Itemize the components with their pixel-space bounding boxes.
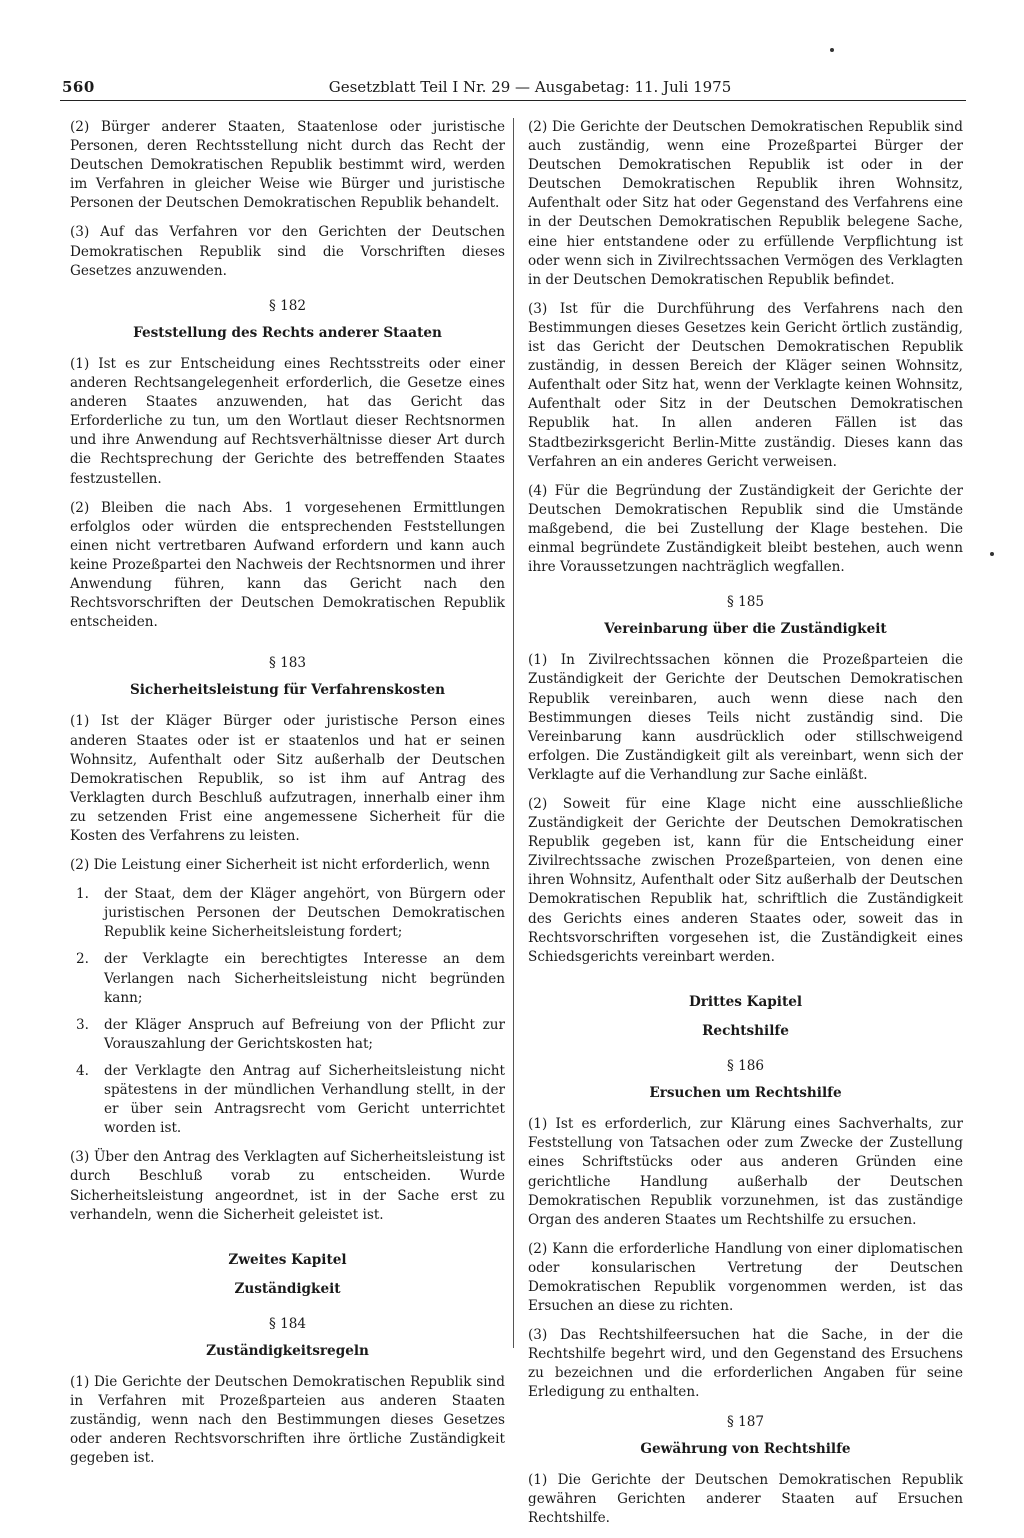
enumerated-list [70,885,505,1138]
section-number: § 185 [726,594,765,611]
list-item [70,1016,505,1054]
item-text: der Verklagte ein berechtigtes Interesse an dem Verlangen nach Sicherheitsleistung nicht begründen kann; [104,951,505,1006]
section-number: § 184 [268,1315,307,1332]
item-text: der Verklagte den Antrag auf Sicherheitsleistung nicht spätestens in der mündlichen Verhandlung stellt, in der er über sein Antragsrecht vom Gericht unterrichtet worden ist. [104,1062,505,1137]
paragraph: (2) Die Gerichte der Deutschen Demokratischen Republik sind auch zuständig, wenn eine Prozeßpartei Bürger der Deutschen Demokratischen Republik ist oder in der Deutschen Demokratischen Republik ihren Wohnsitz, Aufenthalt oder Sitz hat oder Gegenstand des Verfahrens eine in der Deutschen Demokratischen Republik belegene Sache, eine hier entstandene oder zu erfüllende Verpflichtung ist oder wenn sich in Zivilrechtssachen Vermögen des Verklagten in der Deutschen Demokratischen Republik befindet. [528,119,963,288]
paragraph: (1) Die Gerichte der Deutschen Demokratischen Republik gewähren Gerichten anderer Staaten auf Ersuchen Rechtshilfe. [528,1471,963,1526]
paragraph: (1) Ist es erforderlich, zur Klärung eines Sachverhalts, zur Feststellung von Tatsachen oder zum Zwecke der Zustellung eines Schriftstücks oder aus anderen Gründen eine gerichtliche Handlung außerhalb der Deutschen Demokratischen Republik vorzunehmen, ist das zuständige Organ des anderen Staates um Rechtshilfe zu ersuchen. [528,1116,963,1228]
scan-speck [990,552,994,556]
item-text: der Kläger Anspruch auf Befreiung von der Pflicht zur Vorauszahlung der Gerichtskosten hat; [104,1016,505,1052]
paragraph: (2) Die Leistung einer Sicherheit ist nicht erforderlich, wenn [70,857,490,874]
chapter-heading: Zweites Kapitel [228,1251,347,1268]
list-item [70,1062,505,1138]
list-item [70,885,505,942]
section-number: § 182 [268,297,307,314]
chapter-title: Zuständigkeit [234,1280,341,1297]
paragraph: (1) Die Gerichte der Deutschen Demokratischen Republik sind in Verfahren mit Prozeßparteien aus anderen Staaten zuständig, wenn nach den Bestimmungen dieses Gesetzes oder anderen Rechtsvorschriften ihre örtliche Zuständigkeit gegeben ist. [70,1374,505,1467]
column-divider [513,118,514,1348]
right-column [528,118,963,1538]
paragraph: (1) Ist der Kläger Bürger oder juristische Person eines anderen Staates oder ist er staatenlos und hat er seinen Wohnsitz, Aufenthalt oder Sitz außerhalb der Deutschen Demokratischen Republik, so ist ihm auf Antrag des Verklagten durch Beschluß aufzutragen, innerhalb einer ihm zu setzenden Frist eine angemessene Sicherheit für die Kosten des Verfahrens zu leisten. [70,713,505,844]
paragraph: (3) Ist für die Durchführung des Verfahrens nach den Bestimmungen dieses Gesetzes kein Gericht örtlich zuständig, ist das Gericht der Deutschen Demokratischen Republik zuständig, in dessen Bereich der Kläger seinen Wohnsitz, Aufenthalt oder Sitz hat, wenn der Verklagte keinen Wohnsitz, Aufenthalt oder Sitz in der Deutschen Demokratischen Republik hat. In allen anderen Fällen ist das Stadtbezirksgericht Berlin-Mitte zuständig. Dieses kann das Verfahren an ein anderes Gericht verweisen. [528,300,963,470]
section-title: Ersuchen um Rechtshilfe [649,1085,842,1102]
section-title: Vereinbarung über die Zuständigkeit [604,621,887,638]
paragraph: (3) Das Rechtshilfeersuchen hat die Sache, in der die Rechtshilfe begehrt wird, und den Gegenstand des Ersuchens zu bezeichnen und die erforderlichen Angaben für seine Erledigung zu enthalten. [528,1327,963,1401]
scan-speck [830,48,834,52]
paragraph: (3) Über den Antrag des Verklagten auf Sicherheitsleistung ist durch Beschluß vorab zu entscheiden. Wurde Sicherheitsleistung angeordnet, ist in der Sache erst zu verhandeln, wenn die Sicherheit geleistet ist. [70,1149,505,1223]
paragraph: (1) Ist es zur Entscheidung eines Rechtsstreits oder einer anderen Rechtsangelegenheit erforderlich, die Gesetze eines anderen Staates anzuwenden, hat das Gericht das Erforderliche zu tun, um den Wortlaut dieser Rechtsnormen und ihre Anwendung auf Rechtsverhältnisse dieser Art durch die Rechtsprechung der Gerichte des betreffenden Staates festzustellen. [70,355,505,487]
section-number: § 186 [726,1058,765,1075]
left-column [70,118,505,1479]
paragraph: (3) Auf das Verfahren vor den Gerichten der Deutschen Demokratischen Republik sind die Vorschriften dieses Gesetzes anzuwenden. [70,224,505,279]
section-title: Gewährung von Rechtshilfe [640,1440,851,1457]
paragraph: (4) Für die Begründung der Zuständigkeit der Gerichte der Deutschen Demokratischen Republik sind die Umstände maßgebend, die bei Zustellung der Klage bestehen. Die einmal begründete Zuständigkeit bleibt bestehen, auch wenn ihre Voraussetzungen nachträglich wegfallen. [528,482,963,576]
item-number: 2. [76,951,89,968]
section-title: Sicherheitsleistung für Verfahrenskosten [129,682,446,699]
item-number: 1. [76,886,89,903]
paragraph: (2) Soweit für eine Klage nicht eine ausschließliche Zuständigkeit der Gerichte der Deutschen Demokratischen Republik gegeben ist, kann für die Entscheidung einer Zivilrechtssache zwischen Prozeßparteien, von denen eine ihren Wohnsitz, Aufenthalt oder Sitz außerhalb der Deutschen Demokratischen Republik hat, schriftlich die Zuständigkeit des Gerichts eines anderen Staates oder, soweit das in Rechtsvorschriften vorgesehen ist, die Zuständigkeit eines Schiedsgerichts vereinbart werden. [528,796,963,965]
section-title: Zuständigkeitsregeln [206,1342,369,1359]
paragraph: (1) In Zivilrechtssachen können die Prozeßparteien die Zuständigkeit der Gerichte der Deutschen Demokratischen Republik vereinbaren, auch wenn diese nach den Bestimmungen dieses Teils nicht zuständig sind. Die Vereinbarung kann ausdrücklich oder stillschweigend erfolgen. Die Zuständigkeit gilt als vereinbart, wenn sich der Verklagte auf die Verhandlung zur Sache einläßt. [528,652,963,783]
item-text: der Staat, dem der Kläger angehört, von Bürgern oder juristischen Personen der Deutschen Demokratischen Republik keine Sicherheitsleistung fordert; [104,886,505,941]
paragraph: (2) Kann die erforderliche Handlung von einer diplomatischen oder konsularischen Vertretung der Deutschen Demokratischen Republik vorgenommen werden, ist das Ersuchen an diese zu richten. [528,1240,963,1315]
section-number: § 183 [268,655,307,672]
section-title: Feststellung des Rechts anderer Staaten [133,324,442,341]
chapter-heading: Drittes Kapitel [688,993,803,1010]
header-rule [60,100,966,101]
item-number: 4. [76,1062,89,1079]
paragraph: (2) Bürger anderer Staaten, Staatenlose oder juristische Personen, deren Rechtsstellung nicht durch das Recht der Deutschen Demokratischen Republik bestimmt wird, werden im Verfahren in gleicher Weise wie Bürger und juristische Personen der Deutschen Demokratischen Republik behandelt. [70,119,505,212]
paragraph: (2) Bleiben die nach Abs. 1 vorgesehenen Ermittlungen erfolglos oder würden die entsprechenden Feststellungen einen nicht vertretbaren Aufwand erfordern und kann auch keine Prozeßpartei den Nachweis der Rechtsnormen und ihrer Anwendung führen, kann das Gericht nach den Rechtsvorschriften der Deutschen Demokratischen Republik entscheiden. [70,499,505,631]
running-head: Gesetzblatt Teil I Nr. 29 — Ausgabetag: 11. Juli 1975 [328,78,732,96]
chapter-title: Rechtshilfe [702,1022,789,1039]
list-item [70,950,505,1007]
item-number: 3. [76,1016,89,1033]
section-number: § 187 [726,1413,765,1430]
page-number: 560 [62,78,95,96]
